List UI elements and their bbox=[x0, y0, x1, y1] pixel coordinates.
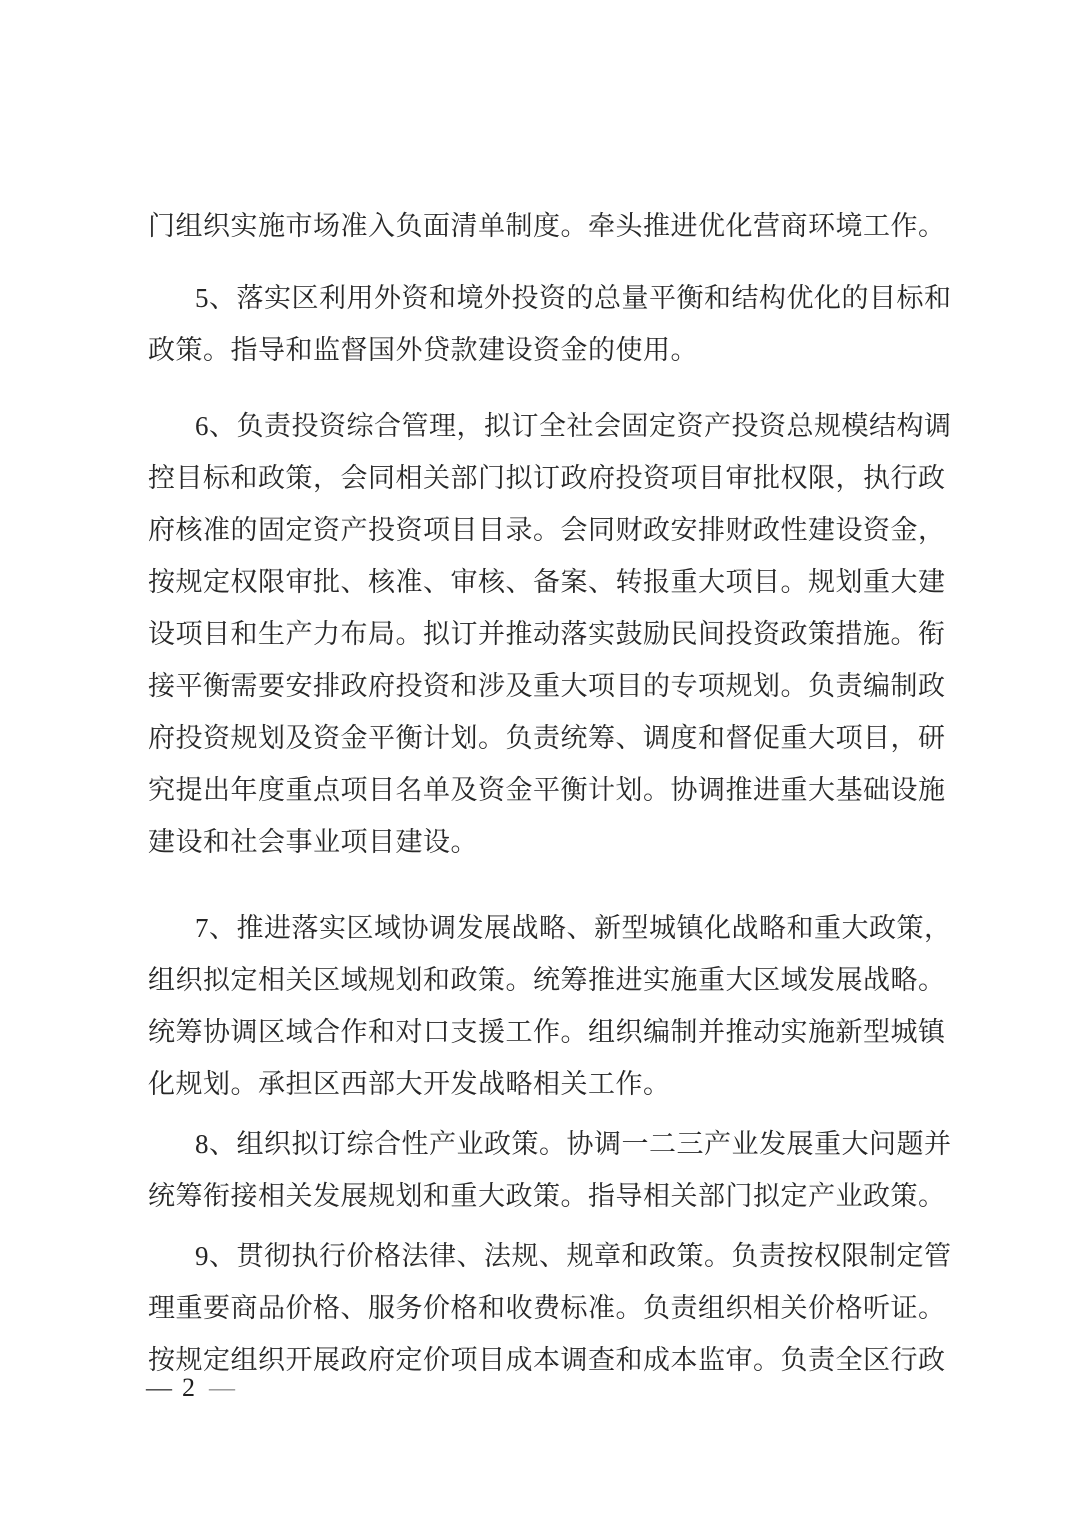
page-number bbox=[146, 1374, 235, 1402]
text-line: 组织拟定相关区域规划和政策。统筹推进实施重大区域发展战略。 bbox=[148, 965, 946, 995]
text-line: 7、推进落实区域协调发展战略、新型城镇化战略和重大政策， bbox=[195, 913, 952, 943]
text-line: 按规定权限审批、核准、审核、备案、转报重大项目。规划重大建 bbox=[148, 567, 946, 597]
text-line: 9、贯彻执行价格法律、法规、规章和政策。负责按权限制定管 bbox=[195, 1241, 952, 1271]
page-number-dash-left: — bbox=[146, 1373, 172, 1402]
paragraph-item-8 bbox=[148, 1118, 952, 1222]
text-line: 设项目和生产力布局。拟订并推动落实鼓励民间投资政策措施。衔 bbox=[148, 619, 946, 649]
text-line: 政策。指导和监督国外贷款建设资金的使用。 bbox=[148, 335, 698, 365]
text-line: 建设和社会事业项目建设。 bbox=[148, 827, 478, 857]
paragraph-continuation bbox=[148, 200, 946, 252]
paragraph-item-5 bbox=[148, 272, 952, 376]
text-line: 化规划。承担区西部大开发战略相关工作。 bbox=[148, 1069, 671, 1099]
text-line: 理重要商品价格、服务价格和收费标准。负责组织相关价格听证。 bbox=[148, 1293, 946, 1323]
text-line: 5、落实区利用外资和境外投资的总量平衡和结构优化的目标和 bbox=[195, 283, 952, 313]
text-line: 究提出年度重点项目名单及资金平衡计划。协调推进重大基础设施 bbox=[148, 775, 946, 805]
text-line: 6、负责投资综合管理，拟订全社会固定资产投资总规模结构调 bbox=[195, 411, 952, 441]
document-body bbox=[148, 200, 952, 1386]
paragraph-item-6 bbox=[148, 400, 952, 868]
text-line: 统筹协调区域合作和对口支援工作。组织编制并推动实施新型城镇 bbox=[148, 1017, 946, 1047]
paragraph-item-9 bbox=[148, 1230, 952, 1386]
text-line: 府核准的固定资产投资项目目录。会同财政安排财政性建设资金， bbox=[148, 515, 946, 545]
page-number-dash-right: — bbox=[209, 1373, 235, 1402]
text-line: 统筹衔接相关发展规划和重大政策。指导相关部门拟定产业政策。 bbox=[148, 1181, 946, 1211]
text-line: 接平衡需要安排政府投资和涉及重大项目的专项规划。负责编制政 bbox=[148, 671, 946, 701]
page-number-value: 2 bbox=[182, 1373, 195, 1402]
text-line: 按规定组织开展政府定价项目成本调查和成本监审。负责全区行政 bbox=[148, 1345, 946, 1375]
paragraph-item-7 bbox=[148, 902, 952, 1110]
text-line: 控目标和政策，会同相关部门拟订政府投资项目审批权限，执行政 bbox=[148, 463, 946, 493]
text-line: 8、组织拟订综合性产业政策。协调一二三产业发展重大问题并 bbox=[195, 1129, 952, 1159]
text-line: 府投资规划及资金平衡计划。负责统筹、调度和督促重大项目，研 bbox=[148, 723, 946, 753]
text-line: 门组织实施市场准入负面清单制度。牵头推进优化营商环境工作。 bbox=[148, 211, 946, 241]
